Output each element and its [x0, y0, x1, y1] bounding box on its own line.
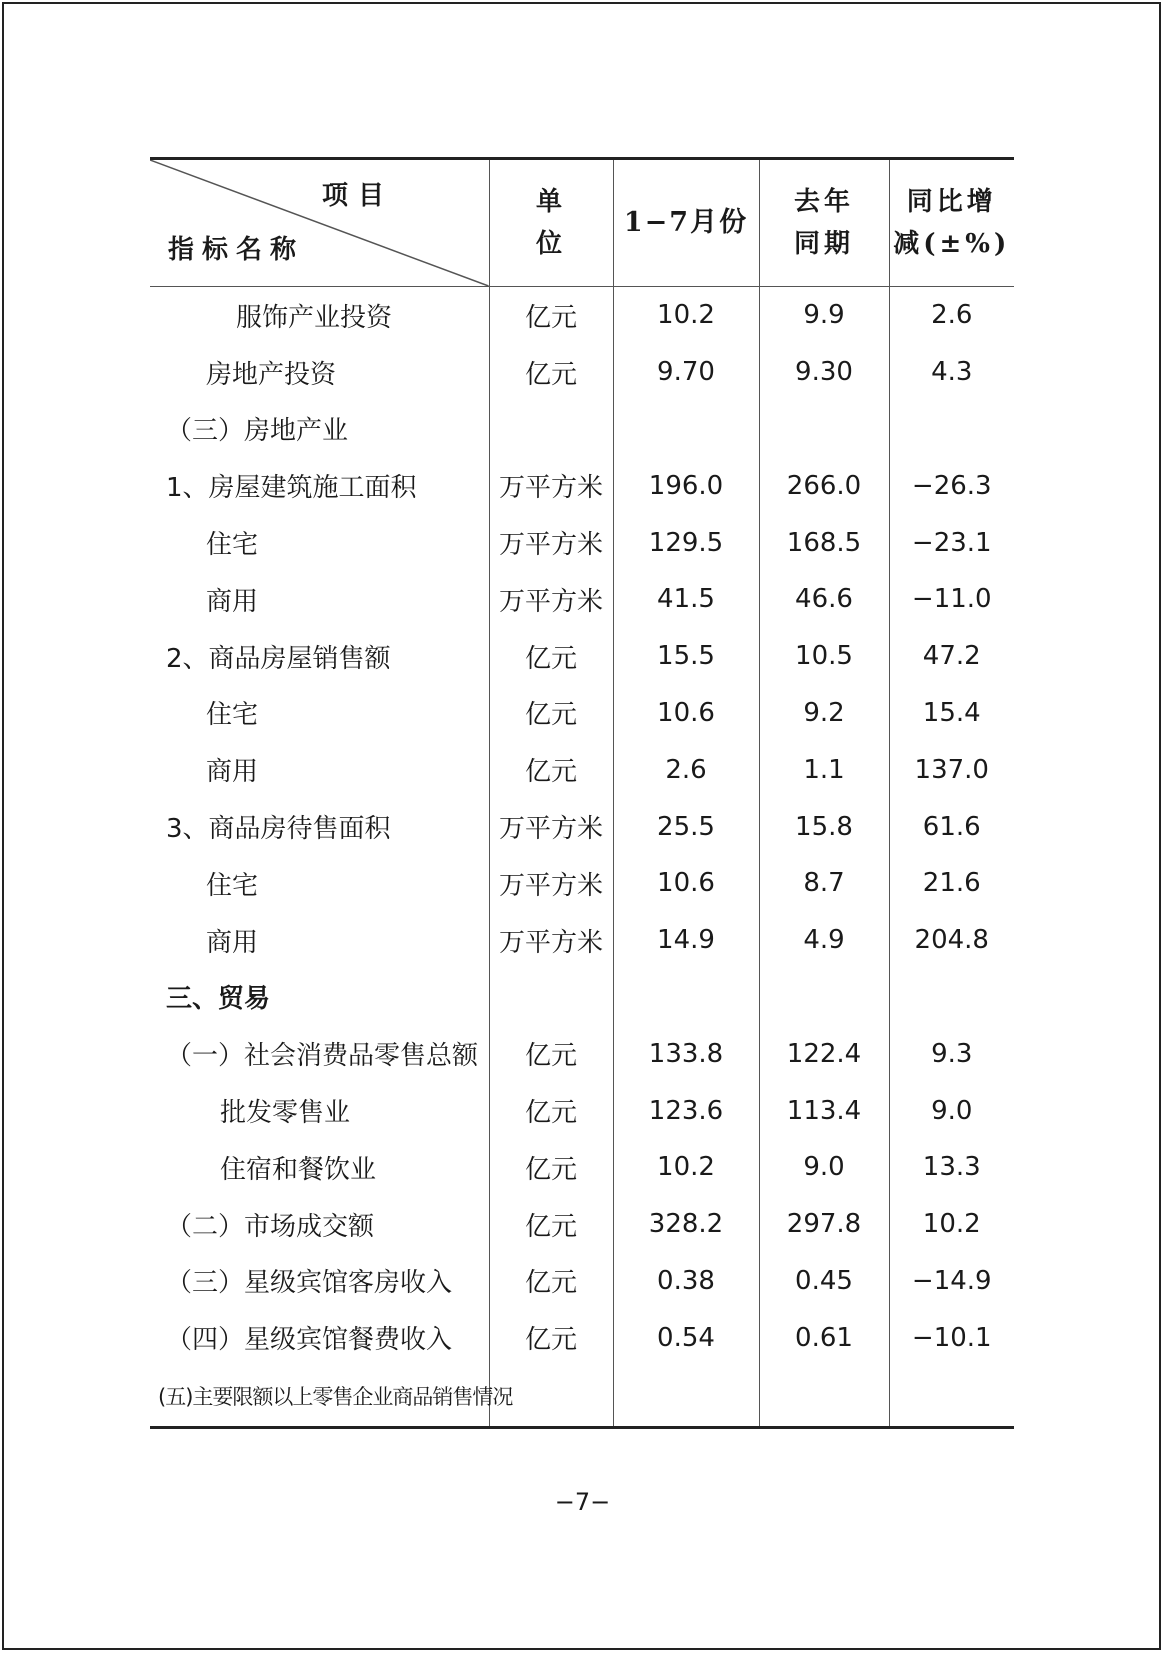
row-current: 9.70 — [613, 344, 759, 401]
table-row — [150, 1253, 1014, 1310]
table-header — [150, 159, 1014, 287]
row-name: 房地产投资 — [206, 359, 337, 390]
row-previous: 8.7 — [759, 855, 889, 912]
row-unit: 万平方米 — [489, 514, 613, 571]
table-row — [150, 514, 1014, 571]
row-previous: 4.9 — [759, 912, 889, 969]
row-current: 14.9 — [613, 912, 759, 969]
row-name: （一）社会消费品零售总额 — [166, 1041, 479, 1072]
row-change: 4.3 — [889, 344, 1014, 401]
row-change: 61.6 — [889, 798, 1014, 855]
row-name: 商用 — [206, 927, 259, 958]
row-previous: 122.4 — [759, 1025, 889, 1082]
statistics-table — [150, 157, 1014, 1429]
row-name: （三）房地产业 — [166, 416, 349, 447]
row-name: 住宅 — [206, 870, 259, 901]
table-row — [150, 798, 1014, 855]
row-name: (五)主要限额以上零售企业商品销售情况 — [150, 1366, 489, 1428]
row-name: 1、房屋建筑施工面积 — [166, 473, 417, 504]
header-previous-period-label: 去年 同期 — [793, 187, 854, 259]
row-name: 住宿和餐饮业 — [220, 1154, 377, 1185]
row-change: 47.2 — [889, 628, 1014, 685]
table-row — [150, 1366, 1014, 1428]
row-current: 328.2 — [613, 1196, 759, 1253]
table-row — [150, 1139, 1014, 1196]
row-name: 商用 — [206, 586, 259, 617]
row-current: 15.5 — [613, 628, 759, 685]
table-row — [150, 1196, 1014, 1253]
row-previous — [759, 969, 889, 1026]
row-change: 10.2 — [889, 1196, 1014, 1253]
row-unit: 亿元 — [489, 1196, 613, 1253]
statistics-table-container — [150, 157, 1014, 1429]
table-row — [150, 969, 1014, 1026]
row-current: 2.6 — [613, 741, 759, 798]
table-row — [150, 1025, 1014, 1082]
row-current: 196.0 — [613, 457, 759, 514]
row-previous — [759, 1366, 889, 1428]
header-current-period-label: 1−7月份 — [623, 207, 749, 238]
table-row — [150, 912, 1014, 969]
table-row — [150, 628, 1014, 685]
row-name: 服饰产业投资 — [236, 302, 393, 333]
row-change: −14.9 — [889, 1253, 1014, 1310]
row-unit: 亿元 — [489, 1139, 613, 1196]
header-item-label: 项目 — [322, 181, 395, 211]
row-previous: 1.1 — [759, 741, 889, 798]
row-current: 129.5 — [613, 514, 759, 571]
row-previous: 46.6 — [759, 571, 889, 628]
row-change: 204.8 — [889, 912, 1014, 969]
row-change — [889, 1366, 1014, 1428]
row-unit: 亿元 — [489, 741, 613, 798]
row-unit: 万平方米 — [489, 798, 613, 855]
row-name: 住宅 — [206, 700, 259, 731]
row-change: 9.0 — [889, 1082, 1014, 1139]
row-unit — [489, 969, 613, 1026]
row-current: 41.5 — [613, 571, 759, 628]
table-row — [150, 855, 1014, 912]
table-row — [150, 457, 1014, 514]
row-name: （四）星级宾馆餐费收入 — [166, 1325, 453, 1356]
header-diagonal-cell — [150, 159, 489, 287]
row-change: 15.4 — [889, 685, 1014, 742]
row-change: −23.1 — [889, 514, 1014, 571]
row-unit: 万平方米 — [489, 912, 613, 969]
row-current: 10.6 — [613, 685, 759, 742]
header-yoy-change — [889, 159, 1014, 287]
row-previous — [759, 401, 889, 458]
table-row — [150, 401, 1014, 458]
row-name: 2、商品房屋销售额 — [166, 643, 391, 674]
row-unit: 亿元 — [489, 628, 613, 685]
row-name: 住宅 — [206, 530, 259, 561]
header-unit — [489, 159, 613, 287]
header-indicator-name-label: 指标名称 — [168, 235, 305, 265]
row-current: 25.5 — [613, 798, 759, 855]
row-current: 0.38 — [613, 1253, 759, 1310]
row-change: 21.6 — [889, 855, 1014, 912]
header-unit-label: 单 位 — [535, 187, 566, 259]
row-change: 2.6 — [889, 287, 1014, 344]
row-previous: 297.8 — [759, 1196, 889, 1253]
row-unit: 亿元 — [489, 344, 613, 401]
table-row — [150, 741, 1014, 798]
row-current: 133.8 — [613, 1025, 759, 1082]
row-unit: 亿元 — [489, 1309, 613, 1366]
header-previous-period — [759, 159, 889, 287]
header-current-period — [613, 159, 759, 287]
row-current: 10.6 — [613, 855, 759, 912]
row-unit: 亿元 — [489, 287, 613, 344]
row-previous: 9.2 — [759, 685, 889, 742]
row-previous: 0.45 — [759, 1253, 889, 1310]
row-change — [889, 401, 1014, 458]
row-change: 9.3 — [889, 1025, 1014, 1082]
row-unit: 万平方米 — [489, 571, 613, 628]
row-name: （三）星级宾馆客房收入 — [166, 1268, 453, 1299]
row-unit — [489, 401, 613, 458]
row-current: 123.6 — [613, 1082, 759, 1139]
table-row — [150, 344, 1014, 401]
row-previous: 10.5 — [759, 628, 889, 685]
row-change: 137.0 — [889, 741, 1014, 798]
table-row — [150, 287, 1014, 344]
row-current: 10.2 — [613, 287, 759, 344]
row-current — [613, 401, 759, 458]
row-name: 3、商品房待售面积 — [166, 814, 391, 845]
row-name: 商用 — [206, 757, 259, 788]
row-current: 0.54 — [613, 1309, 759, 1366]
row-unit: 亿元 — [489, 1082, 613, 1139]
row-current: 10.2 — [613, 1139, 759, 1196]
table-row — [150, 685, 1014, 742]
row-previous: 113.4 — [759, 1082, 889, 1139]
row-previous: 168.5 — [759, 514, 889, 571]
row-unit: 亿元 — [489, 1025, 613, 1082]
row-change: −10.1 — [889, 1309, 1014, 1366]
row-unit: 亿元 — [489, 1253, 613, 1310]
row-name: 批发零售业 — [220, 1098, 351, 1129]
row-previous: 9.9 — [759, 287, 889, 344]
header-yoy-change-label: 同比增 减(±%) — [893, 187, 1011, 259]
row-unit: 万平方米 — [489, 457, 613, 514]
row-name: 三、贸易 — [166, 984, 271, 1015]
table-row — [150, 1309, 1014, 1366]
row-unit: 万平方米 — [489, 855, 613, 912]
row-change: −11.0 — [889, 571, 1014, 628]
row-previous: 9.0 — [759, 1139, 889, 1196]
row-name: （二）市场成交额 — [166, 1211, 375, 1242]
row-current — [613, 1366, 759, 1428]
table-row — [150, 571, 1014, 628]
row-previous: 266.0 — [759, 457, 889, 514]
row-current — [613, 969, 759, 1026]
table-body — [150, 287, 1014, 1428]
row-change: −26.3 — [889, 457, 1014, 514]
row-previous: 0.61 — [759, 1309, 889, 1366]
page-number: −7− — [554, 1488, 611, 1516]
row-previous: 9.30 — [759, 344, 889, 401]
row-unit: 亿元 — [489, 685, 613, 742]
table-row — [150, 1082, 1014, 1139]
header-row — [150, 159, 1014, 287]
row-change — [889, 969, 1014, 1026]
row-change: 13.3 — [889, 1139, 1014, 1196]
row-previous: 15.8 — [759, 798, 889, 855]
